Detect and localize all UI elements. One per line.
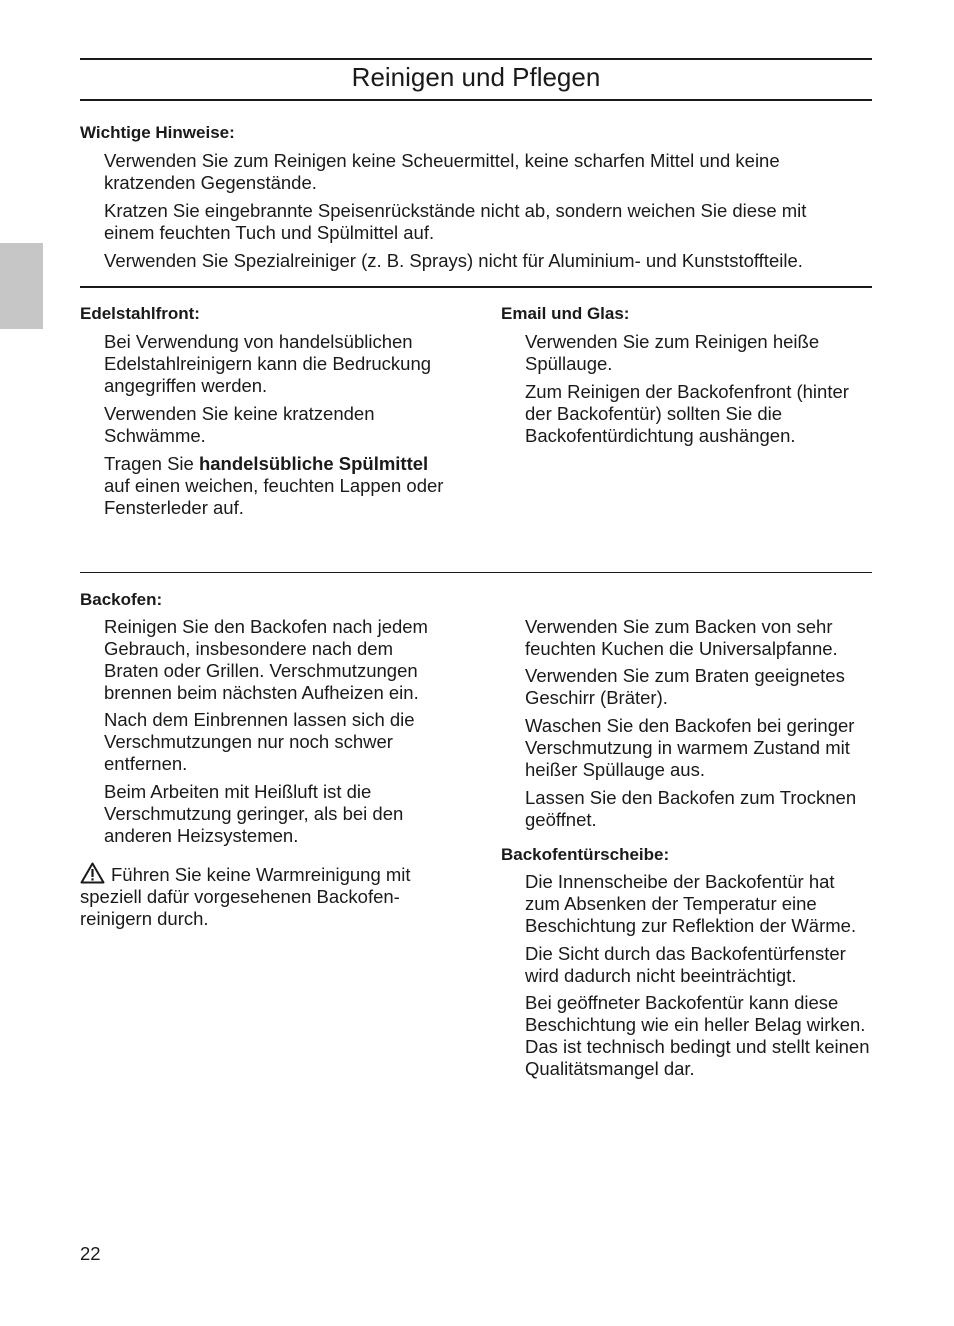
title-rule-bottom (80, 99, 872, 101)
section-heading-tuerscheibe: Backofentürscheibe: (501, 845, 670, 864)
backofen-paragraph-2: Nach dem Einbrennen lassen sich die Verschmutzungen nur noch schwer entfernen. (104, 709, 415, 774)
email-paragraph-1: Verwenden Sie zum Reinigen heiße Spüllauge. (525, 331, 820, 374)
backofen-paragraph-3: Beim Arbeiten mit Heißluft ist die Verschmutzung geringer, als bei den anderen Heizsystemen. (104, 781, 404, 846)
section-heading-edelstahl: Edelstahlfront: (80, 304, 200, 323)
edelstahl-paragraph-3-start: Tragen Sie (104, 453, 199, 474)
section-heading-email: Email und Glas: (501, 304, 630, 323)
page-number: 22 (80, 1243, 101, 1264)
wichtige-paragraph-3: Verwenden Sie Spezialreiniger (z. B. Sprays) nicht für Aluminium- und Kunststoffteile. (104, 250, 803, 271)
tuerscheibe-paragraph-2: Die Sicht durch das Backofentürfenster wird dadurch nicht beeinträchtigt. (525, 943, 846, 986)
side-tab (0, 243, 43, 329)
backofen-right-paragraph-3: Waschen Sie den Backofen bei geringer Verschmutzung in warmem Zustand mit heißer Spüllauge aus. (525, 715, 855, 780)
tuerscheibe-paragraph-1: Die Innenscheibe der Backofentür hat zum Absenken der Temperatur eine Beschichtung zur Reflektion der Wärme. (525, 871, 857, 936)
backofen-warning (80, 862, 450, 930)
wichtige-paragraph-2: Kratzen Sie eingebrannte Speisenrückstände nicht ab, sondern weichen Sie diese mit einem feuchten Tuch und Spülmittel auf. (104, 200, 807, 243)
section-divider-2 (80, 572, 872, 573)
edelstahl-paragraph-3-bold: handelsübliche Spülmittel (198, 453, 429, 474)
title-rule-top (80, 58, 872, 60)
tuerscheibe-paragraph-3: Bei geöffneter Backofentür kann diese Beschichtung wie ein heller Belag wirken. Das ist technisch bedingt und stellt keinen Qualitätsmangel dar. (525, 992, 870, 1079)
section-heading-backofen: Backofen: (80, 590, 163, 609)
backofen-right-paragraph-1: Verwenden Sie zum Backen von sehr feuchten Kuchen die Universalpfanne. (525, 616, 838, 659)
edelstahl-paragraph-2: Verwenden Sie keine kratzenden Schwämme. (104, 403, 375, 446)
backofen-right-paragraph-4: Lassen Sie den Backofen zum Trocknen geöffnet. (525, 787, 857, 830)
email-paragraph-2: Zum Reinigen der Backofenfront (hinter der Backofentür) sollten Sie die Backofentürdichtung aushängen. (525, 381, 849, 446)
backofen-paragraph-1: Reinigen Sie den Backofen nach jedem Gebrauch, insbesondere nach dem Braten oder Grillen. Verschmutzungen brennen beim nächsten Aufheizen ein. (104, 616, 428, 703)
edelstahl-paragraph-3-end: auf einen weichen, feuchten Lappen oder Fensterleder auf. (104, 475, 444, 518)
section-divider-1 (80, 286, 872, 288)
wichtige-paragraph-1: Verwenden Sie zum Reinigen keine Scheuermittel, keine scharfen Mittel und keine kratzenden Gegenstände. (104, 150, 780, 193)
edelstahl-paragraph-1: Bei Verwendung von handelsüblichen Edelstahlreinigern kann die Bedruckung angegriffen werden. (104, 331, 432, 396)
warning-triangle-icon (80, 862, 105, 884)
backofen-right-paragraph-2: Verwenden Sie zum Braten geeignetes Geschirr (Bräter). (525, 665, 845, 708)
page-title: Reinigen und Pflegen (351, 62, 601, 92)
section-heading-wichtige: Wichtige Hinweise: (80, 123, 235, 142)
backofen-warning-text: Führen Sie keine Warmreinigung mit speziell dafür vorgesehenen Backofen-reinigern durch. (80, 864, 411, 929)
edelstahl-paragraph-3 (104, 453, 449, 519)
